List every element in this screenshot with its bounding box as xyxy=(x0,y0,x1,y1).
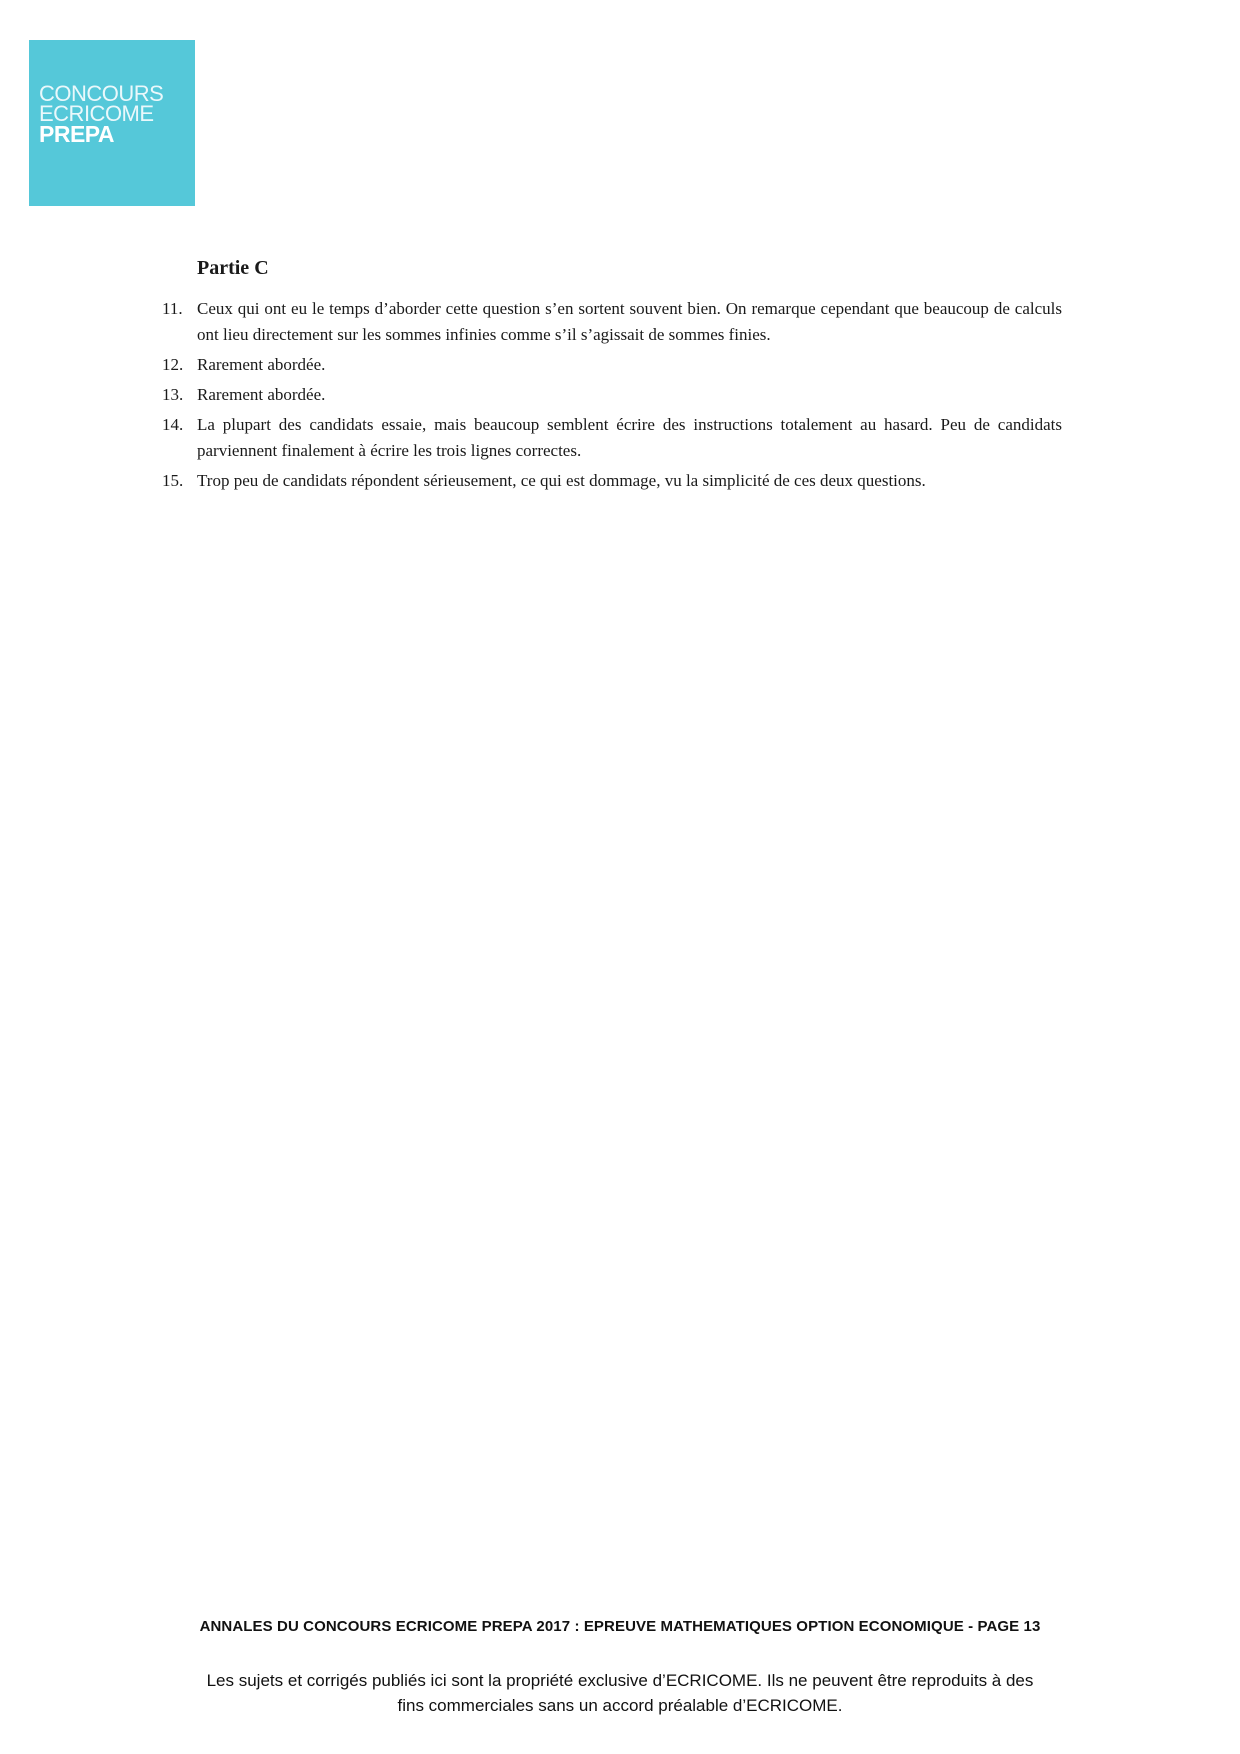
item-text: Ceux qui ont eu le temps d’aborder cette question s’en sortent souvent bien. On remarque cependant que beaucoup de calculs ont lieu directement sur les sommes infinies comme s’il s’agissait de sommes finies. xyxy=(197,299,1062,344)
item-text: Rarement abordée. xyxy=(197,385,326,404)
footer-title: ANNALES DU CONCOURS ECRICOME PREPA 2017 : EPREUVE MATHEMATIQUES OPTION ECONOMIQUE - PAGE 13 xyxy=(199,1618,1041,1635)
comment-list xyxy=(162,296,1062,494)
list-item xyxy=(162,352,1062,378)
item-number: 12. xyxy=(162,355,184,374)
item-number: 14. xyxy=(162,415,184,434)
list-item xyxy=(162,412,1062,464)
item-text: Rarement abordée. xyxy=(197,355,326,374)
list-item xyxy=(162,296,1062,348)
list-item xyxy=(162,382,1062,408)
list-item xyxy=(162,468,1062,494)
logo-line-concours: CONCOURS xyxy=(39,81,164,106)
footer-copyright-note xyxy=(0,1668,1240,1718)
item-number: 15. xyxy=(162,471,184,490)
section-title: Partie C xyxy=(197,257,269,279)
footer-note-line-1: Les sujets et corrigés publiés ici sont la propriété exclusive d’ECRICOME. Ils ne peuvent être reproduits à des xyxy=(206,1671,1034,1690)
ecricome-logo xyxy=(29,40,195,206)
logo-line-ecricome: ECRICOME xyxy=(39,101,154,126)
logo-text xyxy=(39,81,164,147)
item-number: 13. xyxy=(162,385,184,404)
item-number: 11. xyxy=(162,299,183,318)
document-content xyxy=(162,254,1062,498)
item-text: La plupart des candidats essaie, mais beaucoup semblent écrire des instructions totalement au hasard. Peu de candidats parviennent finalement à écrire les trois lignes correctes. xyxy=(197,415,1062,460)
item-text: Trop peu de candidats répondent sérieusement, ce qui est dommage, vu la simplicité de ces deux questions. xyxy=(197,471,926,490)
logo-line-prepa: PREPA xyxy=(39,121,115,147)
footer-note-line-2: fins commerciales sans un accord préalable d’ECRICOME. xyxy=(397,1696,843,1715)
